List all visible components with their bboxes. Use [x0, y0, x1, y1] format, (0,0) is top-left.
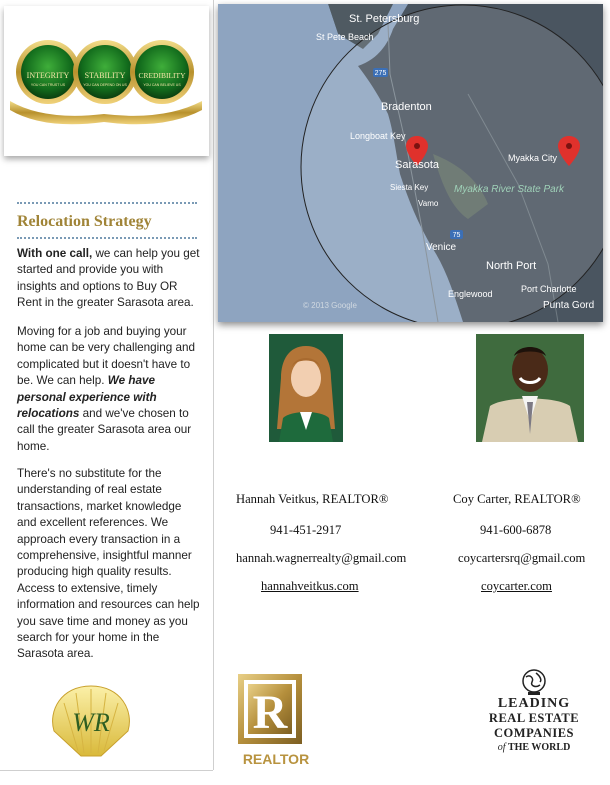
leading-real-estate-logo: [474, 668, 594, 768]
badge-credibility-sub: YOU CAN BELIEVE US: [143, 83, 181, 87]
map-label-bradenton: Bradenton: [381, 101, 432, 113]
paragraph-2-text-end: and we've chosen to call the greater Sarasota area our home.: [17, 407, 192, 453]
values-badges-graphic: [4, 6, 209, 156]
paragraph-1-bold: With one call,: [17, 247, 93, 260]
i75-shield-label: 75: [452, 232, 461, 239]
paragraph-1-text: we can help you get started and provide you with insights and options to Buy OR Rent in the greater Sarasota area.: [17, 247, 200, 310]
coy-photo: [476, 334, 584, 442]
realtor-logo-letter: R: [252, 686, 288, 739]
agent-2-phone[interactable]: 941-600-6878: [480, 523, 552, 537]
dotted-rule-top: [17, 202, 197, 204]
map-copyright: © 2013 Google: [303, 301, 357, 310]
agent-1-website-link[interactable]: hannahveitkus.com: [261, 579, 359, 593]
map-label-myakka-park: Myakka River State Park: [454, 184, 565, 195]
lre-line-4: THE WORLD: [507, 742, 571, 753]
badge-integrity-sub: YOU CAN TRUST US: [30, 83, 66, 87]
agent-1-phone[interactable]: 941-451-2917: [270, 523, 342, 537]
relocation-paragraph-2: [17, 324, 202, 455]
values-badges-card: [4, 6, 209, 156]
badge-integrity-label: INTEGRITY: [26, 71, 70, 80]
relocation-paragraph-3: There's no substitute for the understanding of real estate transactions, market knowledge and excellent references. We approach every transaction in a comprehensive, insightful manner producing high quality results. Access to extensive, timely information and resources can help you save time and money as you search for your home in the Sarasota area.: [17, 467, 200, 661]
wr-logo-text: WR: [72, 708, 110, 737]
left-column: [0, 0, 213, 770]
map-label-north-port: North Port: [486, 260, 537, 272]
map-label-sarasota: Sarasota: [395, 159, 440, 171]
map-label-myakka-city: Myakka City: [508, 153, 558, 163]
map-label-st-petersburg: St. Petersburg: [349, 13, 420, 25]
map-graphic: [218, 4, 603, 322]
map-label-vamo: Vamo: [418, 199, 439, 208]
lre-of: of: [497, 742, 506, 753]
map-label-siesta-key: Siesta Key: [390, 183, 429, 192]
column-divider: [213, 0, 214, 770]
map-label-longboat-key: Longboat Key: [350, 131, 406, 141]
relocation-title: Relocation Strategy: [17, 213, 152, 230]
agent-1-name: Hannah Veitkus, REALTOR®: [236, 492, 389, 506]
map-label-st-pete-beach: St Pete Beach: [316, 32, 374, 42]
realtor-logo-text: REALTOR: [242, 751, 310, 767]
lre-line-3: COMPANIES: [494, 726, 574, 740]
map-label-port-charlotte: Port Charlotte: [521, 284, 577, 294]
map-label-venice: Venice: [426, 242, 457, 253]
hannah-photo: [269, 334, 343, 442]
agent-2-website-link[interactable]: coycarter.com: [481, 579, 552, 593]
dotted-rule-bottom: [17, 237, 197, 239]
badge-credibility-label: CREDIBILITY: [138, 71, 186, 80]
bottom-divider: [0, 770, 213, 771]
lre-line-1: LEADING: [497, 696, 571, 711]
agent-2-email[interactable]: coycartersrq@gmail.com: [458, 551, 586, 565]
badge-stability-label: STABILITY: [84, 71, 126, 80]
realtor-logo: [236, 672, 319, 768]
agent-1-email[interactable]: hannah.wagnerrealty@gmail.com: [236, 551, 407, 565]
paragraph-2-text-start: Moving for a job and buying your home can be very challenging and complicated but it doesn't have to be. We can help.: [17, 325, 196, 388]
map-label-englewood: Englewood: [448, 289, 493, 299]
map-label-punta-gorda: Punta Gord: [543, 300, 595, 311]
lre-line-2: REAL ESTATE: [488, 711, 580, 725]
globe-icon: [518, 668, 550, 696]
i275-shield-label: 275: [374, 70, 387, 77]
agent-2-name: Coy Carter, REALTOR®: [453, 492, 581, 506]
paragraph-2-bold: We have personal experience with relocations: [17, 374, 157, 421]
badge-stability-sub: YOU CAN DEPEND ON US: [83, 83, 127, 87]
sarasota-area-map[interactable]: [218, 4, 603, 322]
wr-shell-logo: [46, 681, 136, 761]
relocation-paragraph-1: [17, 246, 202, 312]
